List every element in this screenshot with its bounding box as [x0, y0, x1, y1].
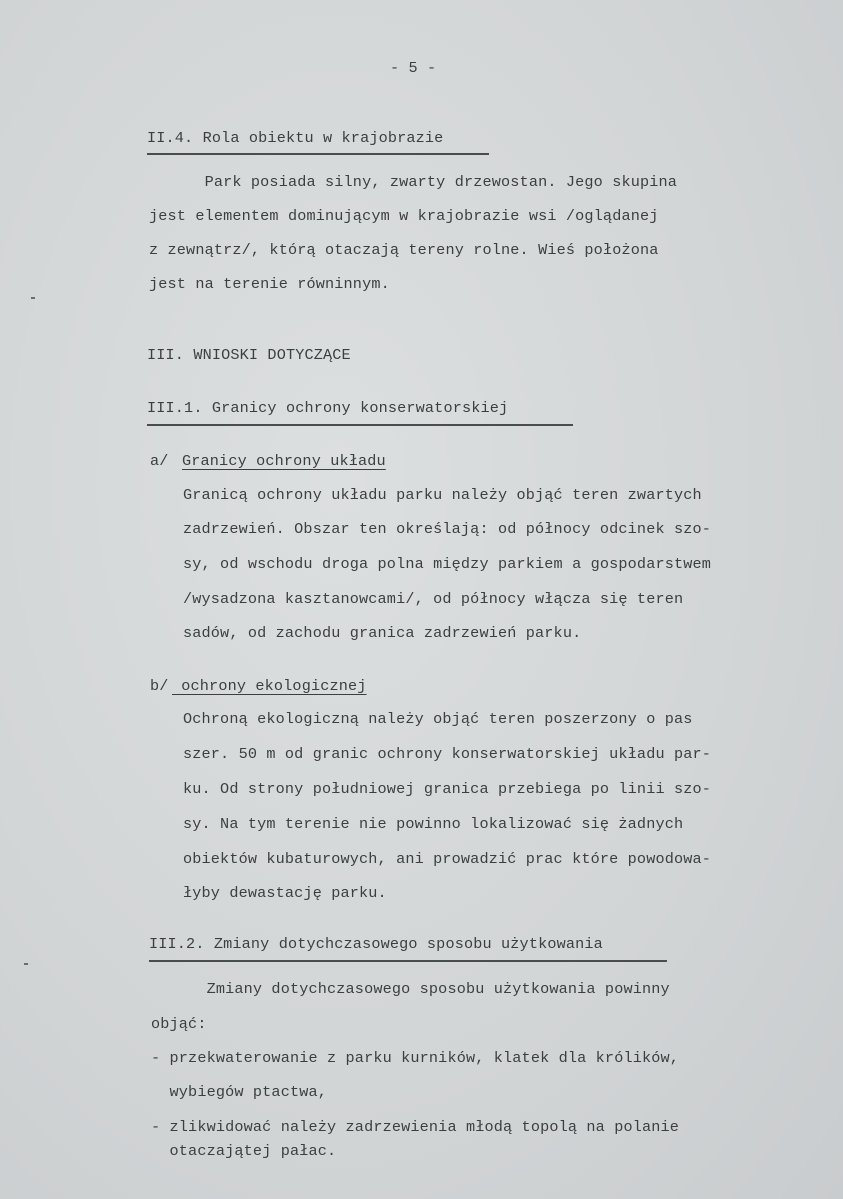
paragraph-line: jest elementem dominującym w krajobrazie wsi /oglądanej [149, 207, 659, 225]
section-heading-3-1: III.1. Granicy ochrony konserwatorskiej [147, 399, 509, 417]
paragraph-line: /wysadzona kasztanowcami/, od północy włącza się teren [183, 590, 684, 608]
paragraph-line: jest na terenie równinnym. [149, 275, 390, 293]
margin-mark [24, 963, 28, 965]
paragraph-line: sadów, od zachodu granica zadrzewień parku. [183, 624, 582, 642]
list-item: - przekwaterowanie z parku kurników, klatek dla królików, [151, 1049, 680, 1067]
paragraph-line: sy. Na tym terenie nie powinno lokalizować się żadnych [183, 815, 684, 833]
heading-underline [147, 153, 489, 155]
paragraph-line: ku. Od strony południowej granica przebiega po linii szo- [183, 780, 712, 798]
paragraph-line: łyby dewastację parku. [183, 884, 387, 902]
subsection-title-b: ochrony ekologicznej [172, 677, 367, 695]
section-heading-3-2: III.2. Zmiany dotychczasowego sposobu użytkowania [149, 935, 603, 953]
paragraph-line: z zewnątrz/, którą otaczają tereny rolne. Wieś położona [149, 241, 659, 259]
paragraph-line: objąć: [151, 1015, 207, 1033]
page-number: - 5 - [390, 59, 437, 77]
subsection-prefix-a: a/ [150, 452, 169, 470]
paragraph-line: Park posiada silny, zwarty drzewostan. Jego skupina [149, 173, 678, 191]
list-item: wybiegów ptactwa, [151, 1083, 328, 1101]
paragraph-line: Granicą ochrony układu parku należy objąć teren zwartych [183, 486, 702, 504]
subsection-title-a: Granicy ochrony układu [182, 452, 386, 470]
list-item: otaczajątej pałac. [151, 1142, 337, 1160]
subsection-prefix-b: b/ [150, 677, 169, 695]
paragraph-line: szer. 50 m od granic ochrony konserwatorskiej układu par- [183, 745, 712, 763]
list-item: - zlikwidować należy zadrzewienia młodą topolą na polanie [151, 1118, 680, 1136]
heading-underline [147, 424, 573, 426]
paragraph-line: sy, od wschodu droga polna między parkiem a gospodarstwem [183, 555, 712, 573]
section-heading-3: III. WNIOSKI DOTYCZĄCE [147, 346, 351, 364]
paragraph-line: obiektów kubaturowych, ani prowadzić prac które powodowa- [183, 850, 712, 868]
section-heading-2-4: II.4. Rola obiektu w krajobrazie [147, 129, 444, 147]
paragraph-line: Ochroną ekologiczną należy objąć teren poszerzony o pas [183, 710, 693, 728]
paragraph-line: Zmiany dotychczasowego sposobu użytkowania powinny [151, 980, 670, 998]
paragraph-line: zadrzewień. Obszar ten określają: od północy odcinek szo- [183, 520, 712, 538]
margin-mark [31, 297, 35, 299]
heading-underline [149, 960, 667, 962]
